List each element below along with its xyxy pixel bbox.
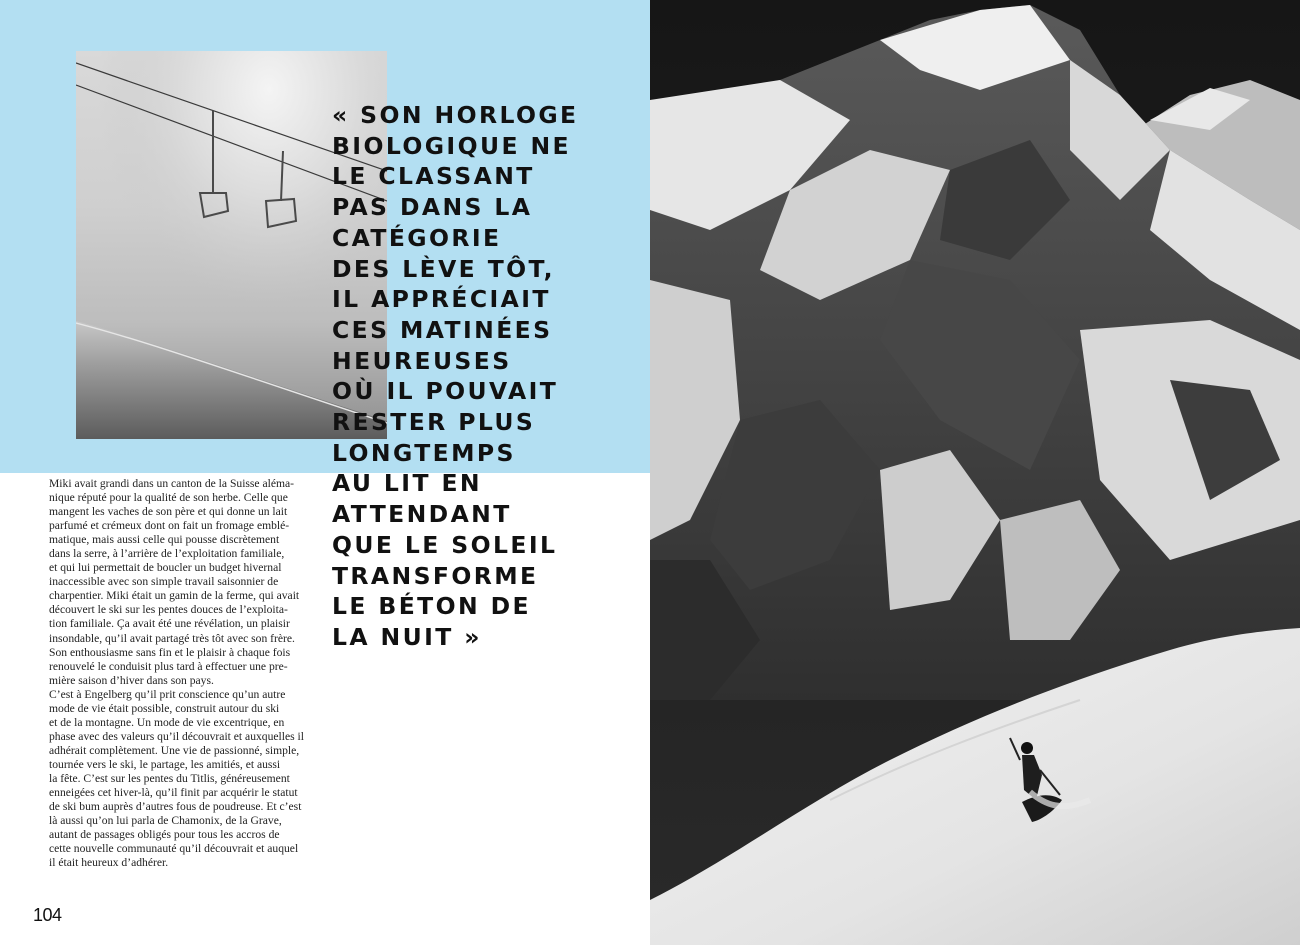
body-line: parfumé et crémeux dont on fait un fromage emblé-	[49, 519, 290, 533]
quote-line: DES LÈVE TÔT,	[332, 254, 555, 283]
body-line: phase avec des valeurs qu’il découvrait et auxquelles il	[49, 729, 304, 743]
body-line: tournée vers le ski, le partage, les amitiés, et aussi	[49, 757, 281, 771]
quote-line: OÙ IL POUVAIT	[332, 377, 559, 406]
body-line: la fête. C’est sur les pentes du Titlis, généreusement	[49, 771, 290, 785]
body-line: adhérait complètement. Une vie de passionné, simple,	[49, 743, 300, 757]
quote-line: LE CLASSANT	[332, 162, 535, 191]
body-line: enneigées cet hiver-là, qu’il finit par acquérir le statut	[49, 786, 298, 800]
body-line: mière saison d’hiver dans son pays.	[49, 673, 214, 687]
body-line: tion familiale. Ça avait été une révélation, un plaisir	[49, 617, 290, 631]
quote-line: LA NUIT »	[332, 622, 482, 651]
quote-line: QUE LE SOLEIL	[332, 530, 558, 559]
body-line: mode de vie était possible, construit autour du ski	[49, 701, 280, 715]
body-line: matique, mais aussi celle qui pousse discrètement	[49, 533, 280, 547]
quote-line: BIOLOGIQUE NE	[332, 131, 571, 160]
quote-line: RESTER PLUS	[332, 408, 536, 437]
body-line: découvert le ski sur les pentes douces de l’exploita-	[49, 603, 288, 617]
body-line: autant de passages obligés pour tous les accros de	[49, 828, 280, 842]
quote-line: LE BÉTON DE	[332, 592, 531, 621]
quote-line: HEUREUSES	[332, 346, 512, 375]
quote-line: LONGTEMPS	[332, 438, 516, 467]
quote-line: PAS DANS LA	[332, 193, 533, 222]
quote-line: CES MATINÉES	[332, 315, 553, 344]
body-line: dans la serre, à l’arrière de l’exploitation familiale,	[49, 547, 285, 561]
quote-line: IL APPRÉCIAIT	[332, 285, 551, 314]
body-line: il était heureux d’adhérer.	[49, 856, 169, 870]
quote-line: TRANSFORME	[332, 561, 539, 590]
body-line: mangent les vaches de son père et qui donne un lait	[49, 505, 288, 519]
body-line: inaccessible avec son simple travail saisonnier de	[49, 575, 279, 589]
pull-quote	[332, 100, 632, 653]
quote-line: « SON HORLOGE	[332, 101, 579, 129]
quote-line: AU LIT EN	[332, 469, 482, 498]
body-line: et de la montagne. Un mode de vie excentrique, en	[49, 715, 285, 729]
quote-line: ATTENDANT	[332, 500, 512, 529]
body-line: renouvelé le conduisit plus tard à effectuer une pre-	[49, 659, 288, 673]
body-line: charpentier. Miki était un gamin de la ferme, qui avait	[49, 589, 300, 603]
body-text	[49, 477, 321, 870]
body-line: C’est à Engelberg qu’il prit conscience qu’un autre	[49, 687, 286, 701]
body-line: insondable, qu’il avait partagé très tôt avec son frère.	[49, 631, 295, 645]
body-line: cette nouvelle communauté qu’il découvrait et auquel	[49, 842, 299, 856]
body-line: Miki avait grandi dans un canton de la Suisse alémа-	[49, 477, 295, 490]
body-line: de ski bum auprès d’autres fous de poudreuse. Et c’est	[49, 800, 302, 814]
body-line: Son enthousiasme sans fin et le plaisir à chaque fois	[49, 645, 291, 659]
body-line: et qui lui permettait de boucler un budget hivernal	[49, 561, 282, 575]
mountain-illustration	[650, 0, 1300, 945]
quote-line: CATÉGORIE	[332, 223, 502, 252]
page-number: 104	[33, 905, 62, 925]
body-line: là aussi qu’on lui parla de Chamonix, de la Grave,	[49, 814, 282, 828]
body-line: nique réputé pour la qualité de son herbe. Celle que	[49, 491, 288, 505]
mountain-skier-photo	[650, 0, 1300, 945]
